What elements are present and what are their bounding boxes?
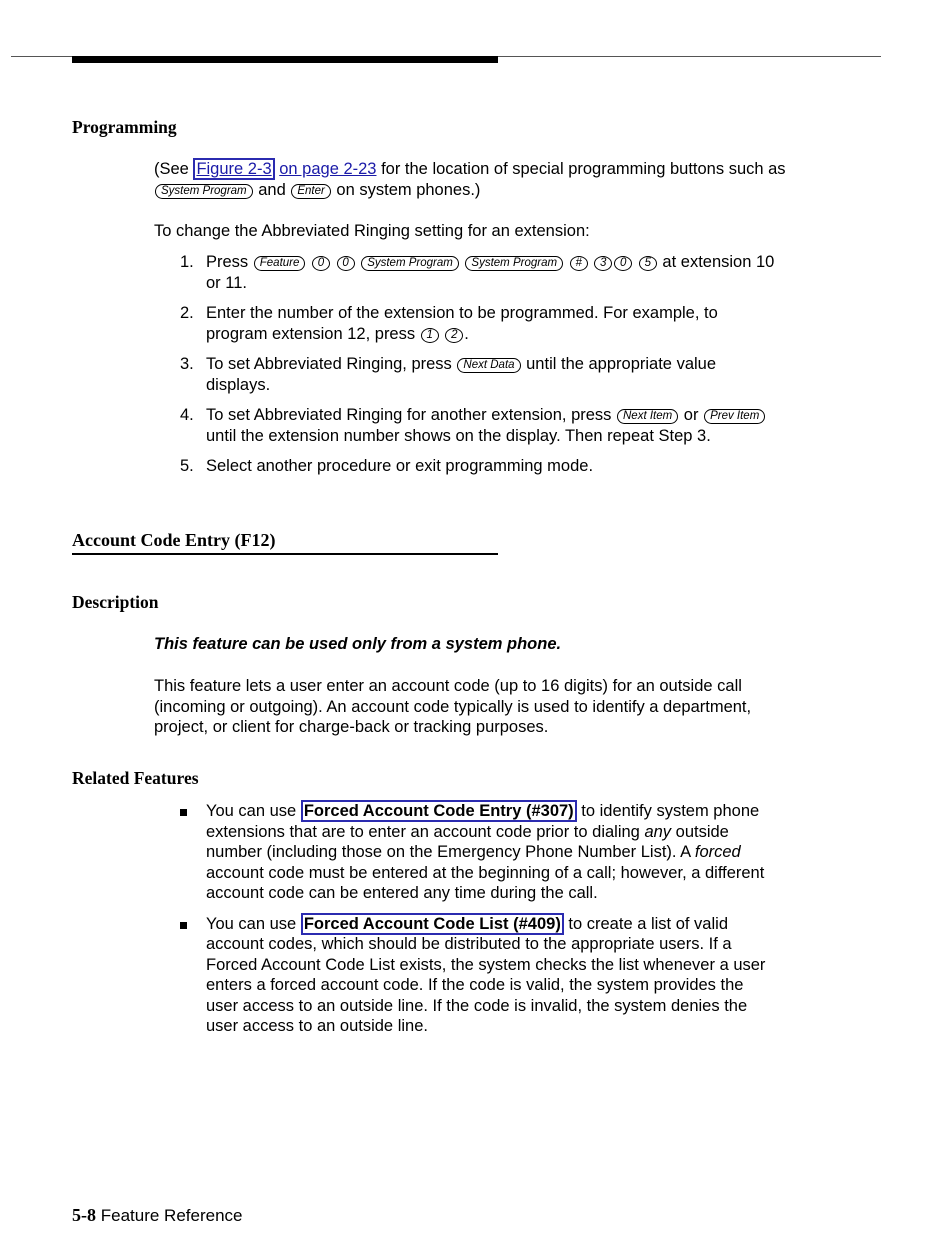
next-data-key: Next Data <box>457 358 520 373</box>
system-program-key: System Program <box>465 256 563 271</box>
bullet-icon <box>180 809 187 816</box>
bullet-icon <box>180 922 187 929</box>
forced-account-code-list-link[interactable]: Forced Account Code List (#409) <box>301 913 564 935</box>
step-item: 1. Press Feature 0 0 System Program System Program # 3 0 5 at extension 10 or 11. <box>180 253 775 292</box>
programming-heading: Programming <box>72 117 177 137</box>
programming-lead: To change the Abbreviated Ringing setting for an extension: <box>154 222 590 240</box>
next-item-key: Next Item <box>617 409 678 424</box>
digit-key: 1 <box>421 328 439 343</box>
step-item: 4. To set Abbreviated Ringing for another extension, press Next Item or Prev Item until the extension number shows on the display. Then repeat Step 3. <box>180 405 780 446</box>
pound-key: # <box>570 256 588 271</box>
step-item: 5. Select another procedure or exit programming mode. <box>180 457 594 475</box>
feature-key: Feature <box>254 256 306 271</box>
footer-title: Feature Reference <box>100 1206 243 1225</box>
description-body: This feature lets a user enter an account code (up to 16 digits) for an outside call (incoming or outgoing). An account code typically is used to identify a department, project, or client for charge-back or tracking purposes. <box>154 677 752 736</box>
digit-key: 3 <box>594 256 612 271</box>
related-item: You can use Forced Account Code List (#409) to create a list of valid account codes, which should be distributed to the appropriate users. If a Forced Account Code List exists, the system checks the list whenever a user enters a forced account code. If the code is valid, the system provides the user access to an outside line. If the code is invalid, the system denies the user access to an outside line. <box>180 914 780 1037</box>
forced-account-code-entry-link[interactable]: Forced Account Code Entry (#307) <box>301 800 577 822</box>
related-heading: Related Features <box>72 768 199 788</box>
digit-key: 0 <box>614 256 632 271</box>
related-item: You can use Forced Account Code Entry (#307) to identify system phone extensions that are to enter an account code prior to dialing any outside number (including those on the Emergency Phone Number List). A forced account code must be entered at the beginning of a call; however, a different account code can be entered any time during the call. <box>180 801 780 904</box>
description-note: This feature can be used only from a system phone. <box>154 635 562 653</box>
prev-item-key: Prev Item <box>704 409 765 424</box>
programming-intro: (See Figure 2-3 on page 2-23 for the location of special programming buttons such as System Program and Enter on system phones.) <box>154 160 786 199</box>
page-number: 5-8 <box>72 1205 96 1225</box>
related-list <box>180 801 780 1037</box>
step-item: 2. Enter the number of the extension to be programmed. For example, to program extension 12, press 1 2 . <box>180 304 718 343</box>
enter-key: Enter <box>291 184 331 199</box>
system-program-key: System Program <box>361 256 459 271</box>
digit-key: 0 <box>337 256 355 271</box>
digit-key: 2 <box>445 328 463 343</box>
digit-key: 5 <box>639 256 657 271</box>
header-bar <box>72 56 498 63</box>
description-heading: Description <box>72 592 159 612</box>
page-footer <box>72 1205 242 1226</box>
section-title: Account Code Entry (F12) <box>72 530 498 555</box>
page-link[interactable]: on page 2-23 <box>279 160 377 178</box>
digit-key: 0 <box>312 256 330 271</box>
step-item: 3. To set Abbreviated Ringing, press Next Data until the appropriate value displays. <box>180 355 717 394</box>
system-program-key: System Program <box>155 184 253 199</box>
figure-link[interactable]: Figure 2-3 <box>193 158 274 180</box>
steps-list <box>180 252 780 477</box>
